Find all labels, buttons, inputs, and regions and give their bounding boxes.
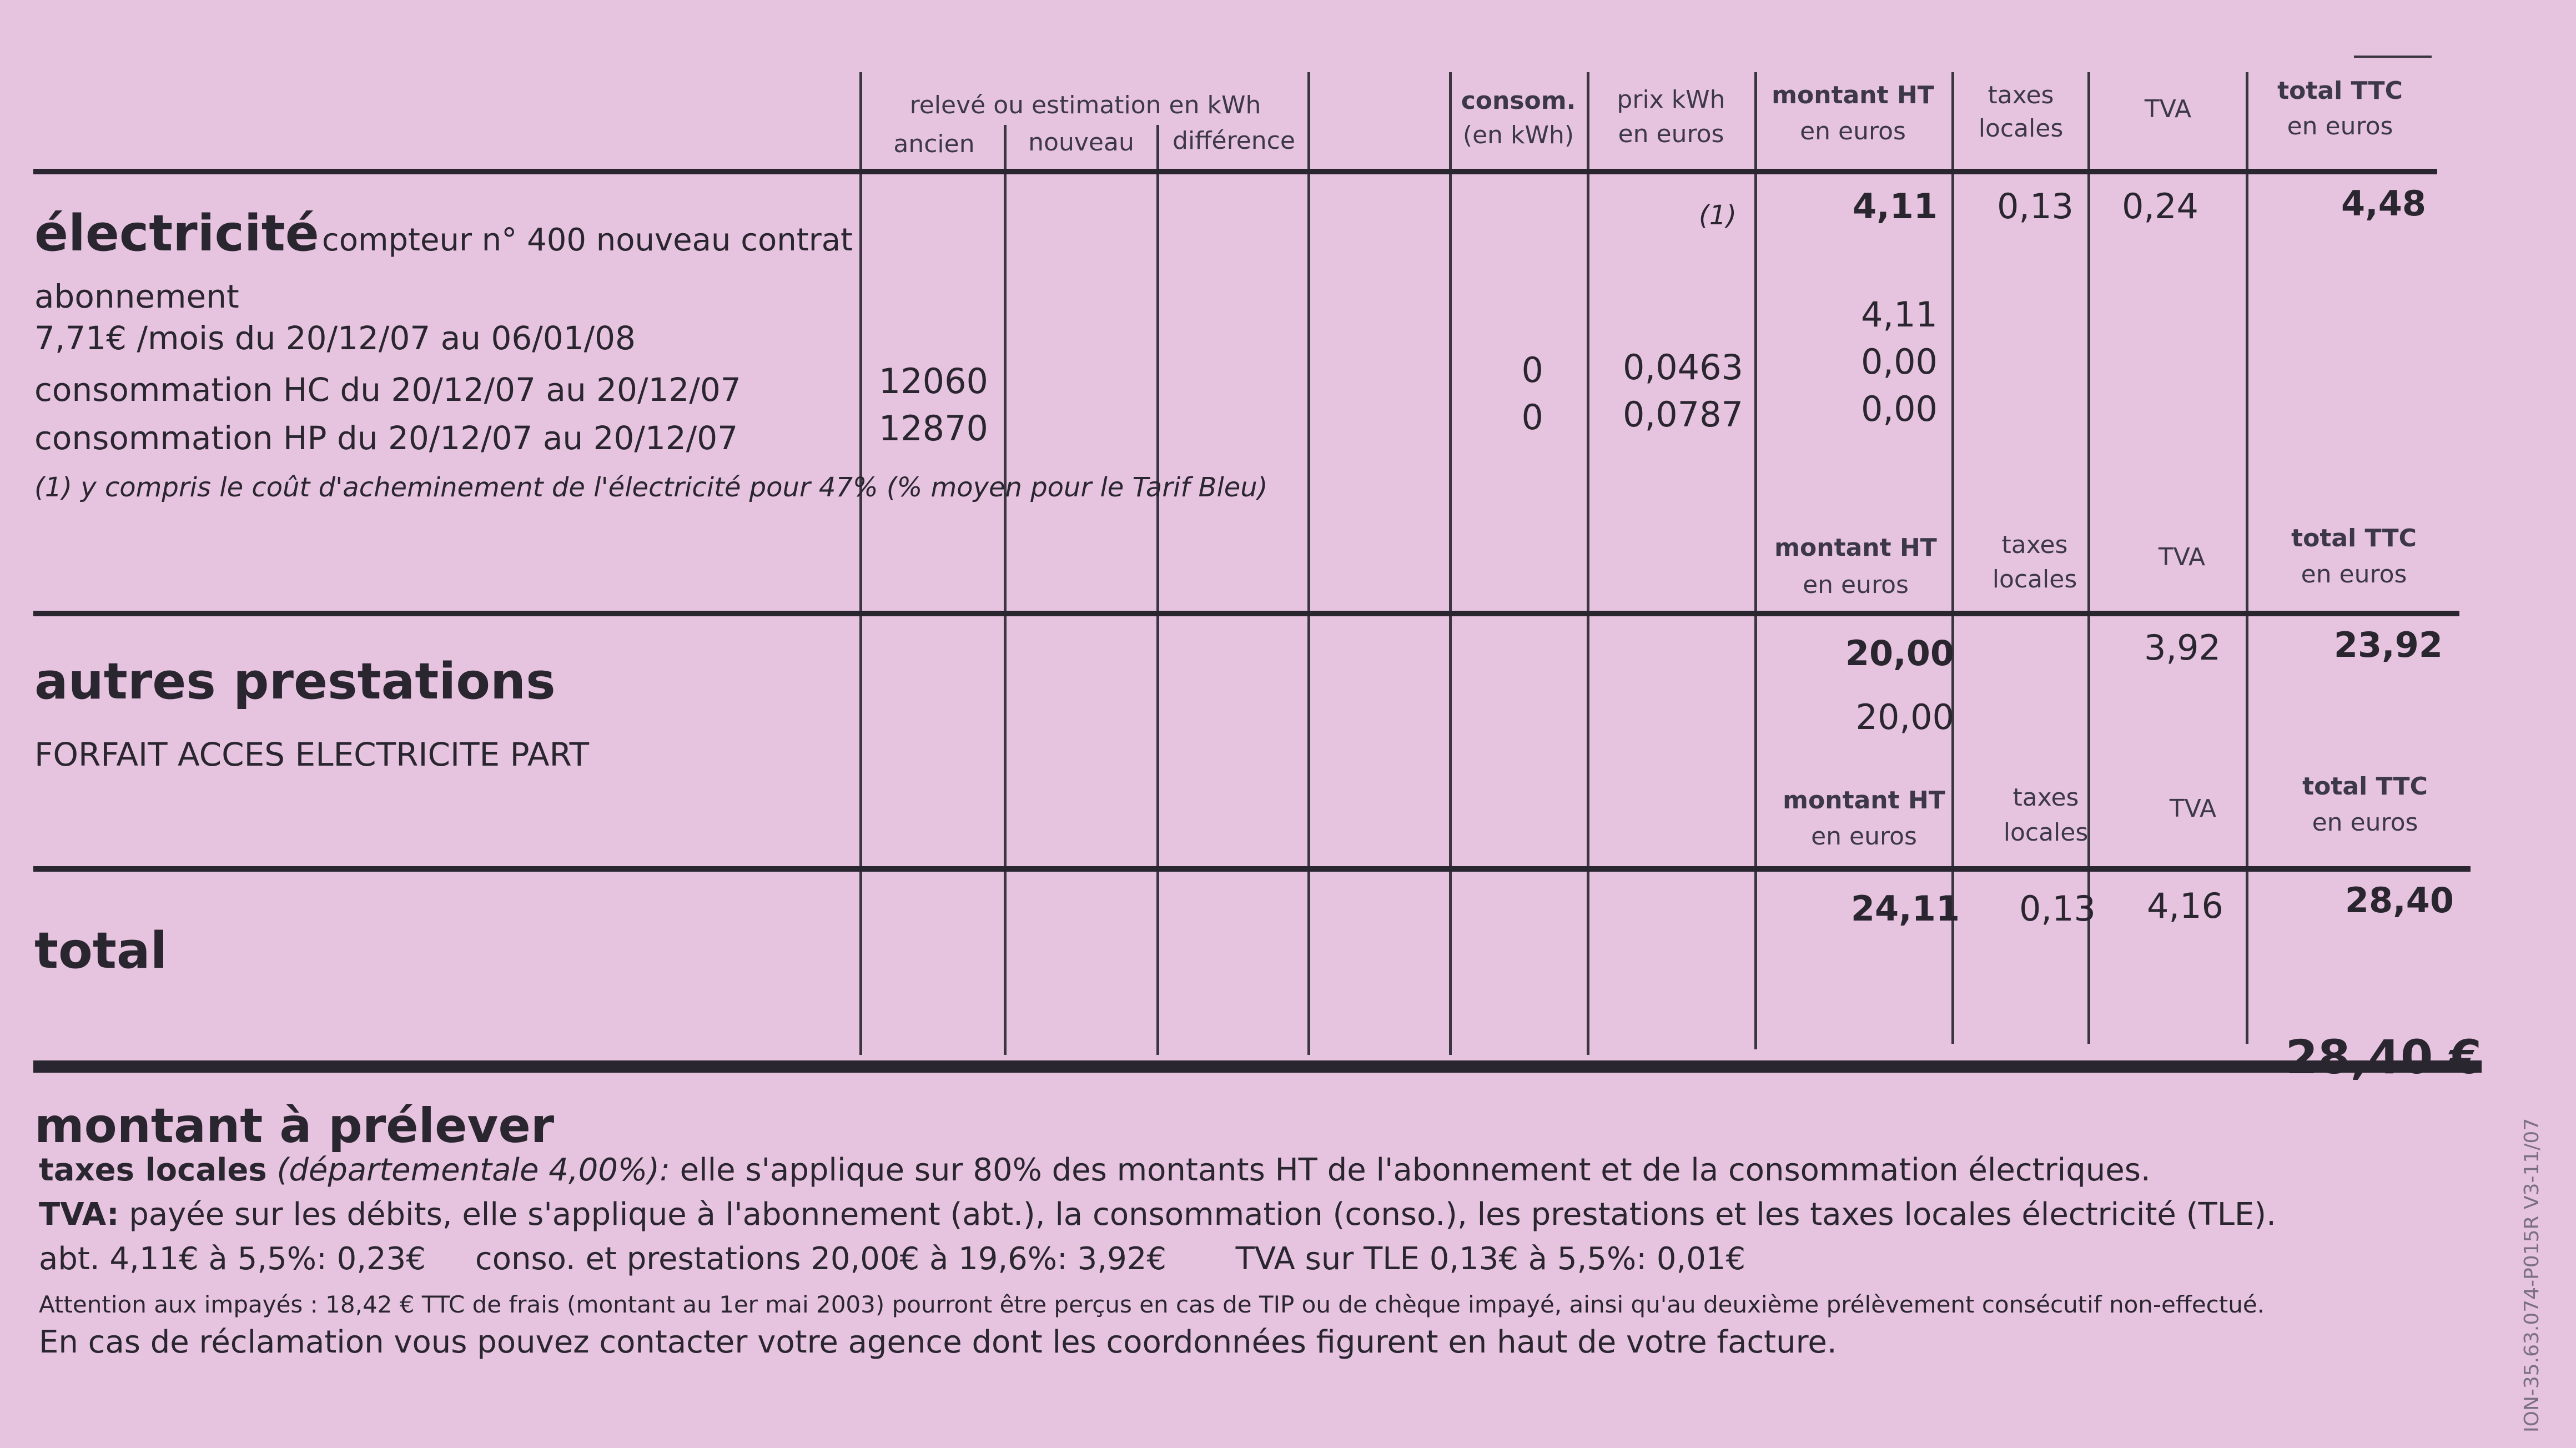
subheader-tva-3: TVA bbox=[2169, 795, 2217, 823]
section-rule-autres bbox=[33, 866, 2471, 872]
electricite-ref: (1) bbox=[1699, 200, 1737, 231]
hp-prix: 0,0787 bbox=[1623, 394, 1743, 435]
footer-tva bbox=[39, 1196, 2276, 1233]
electricite-ttc: 4,48 bbox=[2341, 183, 2426, 224]
subheader-tva-2: TVA bbox=[2158, 543, 2206, 571]
header-prix-unit: en euros bbox=[1618, 120, 1724, 148]
hc-ancien: 12060 bbox=[878, 361, 988, 401]
subheader-taxes-2: taxes bbox=[2001, 531, 2068, 559]
total-taxes: 0,13 bbox=[2019, 888, 2096, 929]
subheader-montant-unit-2: en euros bbox=[1803, 571, 1909, 599]
hc-prix: 0,0463 bbox=[1623, 347, 1743, 388]
footer-taxes-text: elle s'applique sur 80% des montants HT de l'abonnement et de la consommation électriques. bbox=[670, 1152, 2151, 1188]
abonnement-detail: 7,71€ /mois du 20/12/07 au 06/01/08 bbox=[34, 319, 636, 357]
abonnement-label: abonnement bbox=[34, 278, 239, 315]
table-vline bbox=[1307, 72, 1310, 1055]
header-ancien: ancien bbox=[893, 130, 975, 158]
electricite-title-block bbox=[34, 204, 853, 263]
abonnement-montant: 4,11 bbox=[1860, 294, 1938, 335]
header-taxes: taxes bbox=[1988, 81, 2054, 109]
electricite-tva: 0,24 bbox=[2121, 186, 2198, 227]
footer-taxes-rate: (départementale 4,00%): bbox=[276, 1152, 670, 1188]
header-consom-unit: (en kWh) bbox=[1462, 121, 1574, 149]
hp-ancien: 12870 bbox=[878, 408, 988, 449]
subheader-montant-3: montant HT bbox=[1783, 786, 1945, 814]
subheader-montant-unit-3: en euros bbox=[1811, 822, 1917, 851]
hc-label: consommation HC du 20/12/07 au 20/12/07 bbox=[34, 371, 741, 409]
electricite-taxes: 0,13 bbox=[1996, 186, 2074, 227]
header-prix: prix kWh bbox=[1617, 86, 1725, 114]
header-montant-unit: en euros bbox=[1800, 117, 1906, 145]
subheader-ttc-3: total TTC bbox=[2302, 772, 2428, 801]
header-releve: relevé ou estimation en kWh bbox=[909, 91, 1261, 119]
table-vline bbox=[1754, 72, 1757, 1049]
subheader-taxes-unit-3: locales bbox=[2003, 818, 2089, 847]
header-nouveau: nouveau bbox=[1028, 128, 1134, 157]
total-title: total bbox=[34, 922, 168, 980]
footer-impayes: Attention aux impayés : 18,42 € TTC de frais (montant au 1er mai 2003) pourront être perçus en cas de TIP ou de chèque impayé, ainsi qu'au deuxième prélèvement consécutif non-effectué. bbox=[39, 1291, 2265, 1318]
total-rule bbox=[33, 1060, 2482, 1073]
forfait-montant: 20,00 bbox=[1855, 697, 1954, 737]
table-vline bbox=[1587, 72, 1589, 1055]
header-rule bbox=[33, 169, 2437, 174]
subheader-ttc-2: total TTC bbox=[2291, 524, 2417, 552]
header-consom: consom. bbox=[1461, 87, 1576, 115]
hp-consom: 0 bbox=[1521, 397, 1543, 438]
header-tva: TVA bbox=[2144, 95, 2192, 123]
subheader-taxes-3: taxes bbox=[2012, 783, 2079, 812]
electricite-footnote: (1) y compris le coût d'acheminement de l'électricité pour 47% (% moyen pour le Tarif Bleu) bbox=[34, 472, 1268, 503]
hp-montant: 0,00 bbox=[1860, 389, 1938, 429]
subheader-ttc-unit-3: en euros bbox=[2312, 808, 2418, 837]
table-vline bbox=[859, 72, 862, 1055]
electricite-montant-ht: 4,11 bbox=[1853, 186, 1938, 227]
autres-title: autres prestations bbox=[34, 652, 556, 711]
subheader-montant-2: montant HT bbox=[1774, 534, 1937, 562]
electricite-title: électricité bbox=[34, 204, 319, 263]
autres-tva: 3,92 bbox=[2144, 627, 2221, 668]
hp-label: consommation HP du 20/12/07 au 20/12/07 bbox=[34, 419, 738, 457]
table-vline bbox=[1004, 125, 1007, 1055]
header-ttc-unit: en euros bbox=[2287, 112, 2393, 140]
header-montant: montant HT bbox=[1772, 81, 1934, 109]
header-taxes-unit: locales bbox=[1978, 114, 2064, 143]
prelever-amount: 28,40 € bbox=[2285, 1030, 2482, 1084]
section-rule-electricite bbox=[33, 611, 2459, 616]
header-difference: différence bbox=[1173, 127, 1295, 155]
footer-taxes-locales bbox=[39, 1152, 2151, 1188]
forfait-label: FORFAIT ACCES ELECTRICITE PART bbox=[34, 736, 590, 773]
footer-tva-text: payée sur les débits, elle s'applique à l'abonnement (abt.), la consommation (conso.), les prestations et les taxes locales électricité (TLE). bbox=[119, 1196, 2276, 1233]
header-ttc: total TTC bbox=[2277, 77, 2403, 105]
side-reference-code: ION-35.63.074-P015R V3-11/07 bbox=[2520, 1118, 2543, 1432]
table-vline bbox=[1449, 72, 1452, 1055]
electricite-subtitle: compteur n° 400 nouveau contrat bbox=[321, 222, 853, 258]
subheader-taxes-unit-2: locales bbox=[1992, 565, 2077, 594]
subheader-ttc-unit-2: en euros bbox=[2301, 560, 2407, 589]
prelever-title: montant à prélever bbox=[34, 1098, 555, 1154]
total-montant-ht: 24,11 bbox=[1850, 888, 1960, 929]
total-ttc: 28,40 bbox=[2344, 880, 2454, 921]
autres-ttc: 23,92 bbox=[2333, 625, 2443, 665]
footer-reclamation: En cas de réclamation vous pouvez contacter votre agence dont les coordonnées figurent en haut de votre facture. bbox=[39, 1324, 1837, 1360]
autres-montant-ht: 20,00 bbox=[1845, 633, 1954, 673]
footer-tva-details: abt. 4,11€ à 5,5%: 0,23€ conso. et prestations 20,00€ à 19,6%: 3,92€ TVA sur TLE 0,13€ à 5,5%: 0,01€ bbox=[39, 1241, 1746, 1277]
footer-taxes-label: taxes locales bbox=[39, 1152, 267, 1188]
total-tva: 4,16 bbox=[2146, 886, 2223, 926]
footer-tva-label: TVA: bbox=[39, 1196, 119, 1233]
top-right-line bbox=[2354, 56, 2432, 58]
hc-consom: 0 bbox=[1521, 350, 1543, 390]
table-vline bbox=[1156, 125, 1159, 1055]
hc-montant: 0,00 bbox=[1860, 341, 1938, 382]
